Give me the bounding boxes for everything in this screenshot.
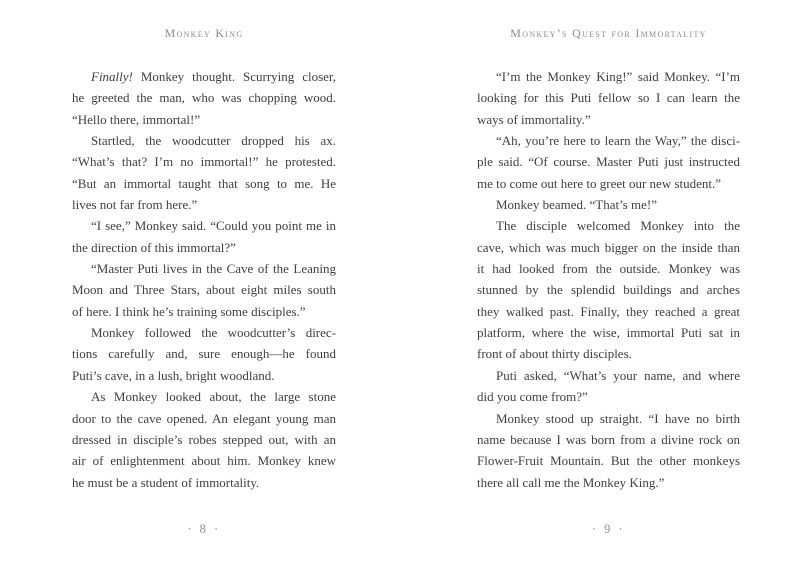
text-line: the direction of this immortal?”	[72, 239, 236, 255]
text-line: ple said. “Of course. Master Puti just instructed	[477, 154, 740, 170]
text-line: “What’s that? I’m no immortal!” he protested.	[72, 154, 336, 170]
text-line: looking for this Puti fellow so I can learn the	[477, 90, 741, 106]
text-line: he greeted the man, who was chopping wood.	[72, 90, 337, 106]
text-line: “Master Puti lives in the Cave of the Leaning	[91, 261, 336, 277]
text-line: lives not far from here.”	[72, 197, 198, 213]
text-line: tions carefully and, sure enough—he found	[72, 346, 336, 362]
page-body-right	[477, 66, 740, 493]
paragraph	[72, 66, 336, 130]
text-line: “Ah, you’re here to learn the Way,” the disci-	[496, 133, 741, 149]
text-line: dressed in disciple’s robes stepped out, with an	[72, 431, 337, 447]
text-line: name because I was born from a divine rock on	[477, 431, 741, 447]
page-body-left	[72, 66, 336, 493]
page-number-right: · 9 ·	[591, 522, 626, 536]
paragraph	[477, 194, 740, 215]
paragraph	[477, 66, 740, 130]
text-line: me to come out here to greet our new student.”	[477, 175, 722, 191]
paragraph	[477, 408, 740, 493]
text-line: he must be a student of immortality.	[72, 474, 260, 490]
paragraph	[72, 258, 336, 322]
paragraph	[72, 322, 336, 386]
text-line: Puti’s cave, in a lush, bright woodland.	[72, 367, 275, 383]
text-line: ways of immortality.”	[477, 111, 591, 127]
text-line: Puti asked, “What’s your name, and where	[496, 367, 740, 383]
paragraph	[72, 386, 336, 493]
text-line: platform, where the wise, immortal Puti sat in	[477, 325, 741, 341]
paragraph	[72, 130, 336, 215]
page-right	[477, 0, 740, 565]
text-line: As Monkey looked about, the large stone	[91, 389, 336, 405]
text-line: “I’m the Monkey King!” said Monkey. “I’m	[496, 69, 741, 84]
running-head-right: Monkey’s Quest for Immortality	[510, 26, 707, 40]
text-line: front of about thirty disciples.	[477, 346, 632, 362]
text-line: Startled, the woodcutter dropped his ax.	[91, 133, 336, 149]
text-line: Moon and Three Stars, about eight miles south	[72, 282, 336, 298]
text-line: door to the cave opened. An elegant young man	[72, 410, 337, 426]
text-line: Monkey followed the woodcutter’s direc-	[91, 325, 337, 341]
text-line: stunned by the splendid buildings and arches	[477, 282, 740, 298]
paragraph	[477, 215, 740, 364]
text-line: The disciple welcomed Monkey into the	[496, 218, 741, 234]
text-line: cave, which was much bigger on the inside than	[477, 239, 740, 255]
text-line: Monkey stood up straight. “I have no birth	[496, 410, 741, 426]
text-line: “Hello there, immortal!”	[72, 111, 201, 127]
running-head-left: Monkey King	[164, 26, 244, 40]
text-line: did you come from?”	[477, 389, 588, 405]
text-line: Monkey beamed. “That’s me!”	[496, 197, 657, 213]
paragraph	[477, 130, 740, 194]
text-line: air of enlightenment about him. Monkey knew	[72, 453, 336, 469]
paragraph	[72, 215, 336, 258]
text-line: they walked past. Finally, they reached a great	[477, 303, 740, 319]
text-line: “But an immortal taught that song to me. He	[72, 175, 336, 191]
text-line: Finally! Monkey thought. Scurrying closer,	[91, 69, 336, 84]
text-line: “I see,” Monkey said. “Could you point me in	[91, 218, 337, 234]
page-left	[72, 0, 336, 565]
text-line: of here. I think he’s training some disciples.”	[72, 303, 306, 319]
paragraph	[477, 365, 740, 408]
text-line: it had looked from the outside. Monkey was	[477, 261, 741, 277]
page-number-left: · 8 ·	[187, 522, 221, 536]
text-line: Flower-Fruit Mountain. But the other monkeys	[477, 453, 740, 469]
text-line: there all call me the Monkey King.”	[477, 474, 665, 490]
